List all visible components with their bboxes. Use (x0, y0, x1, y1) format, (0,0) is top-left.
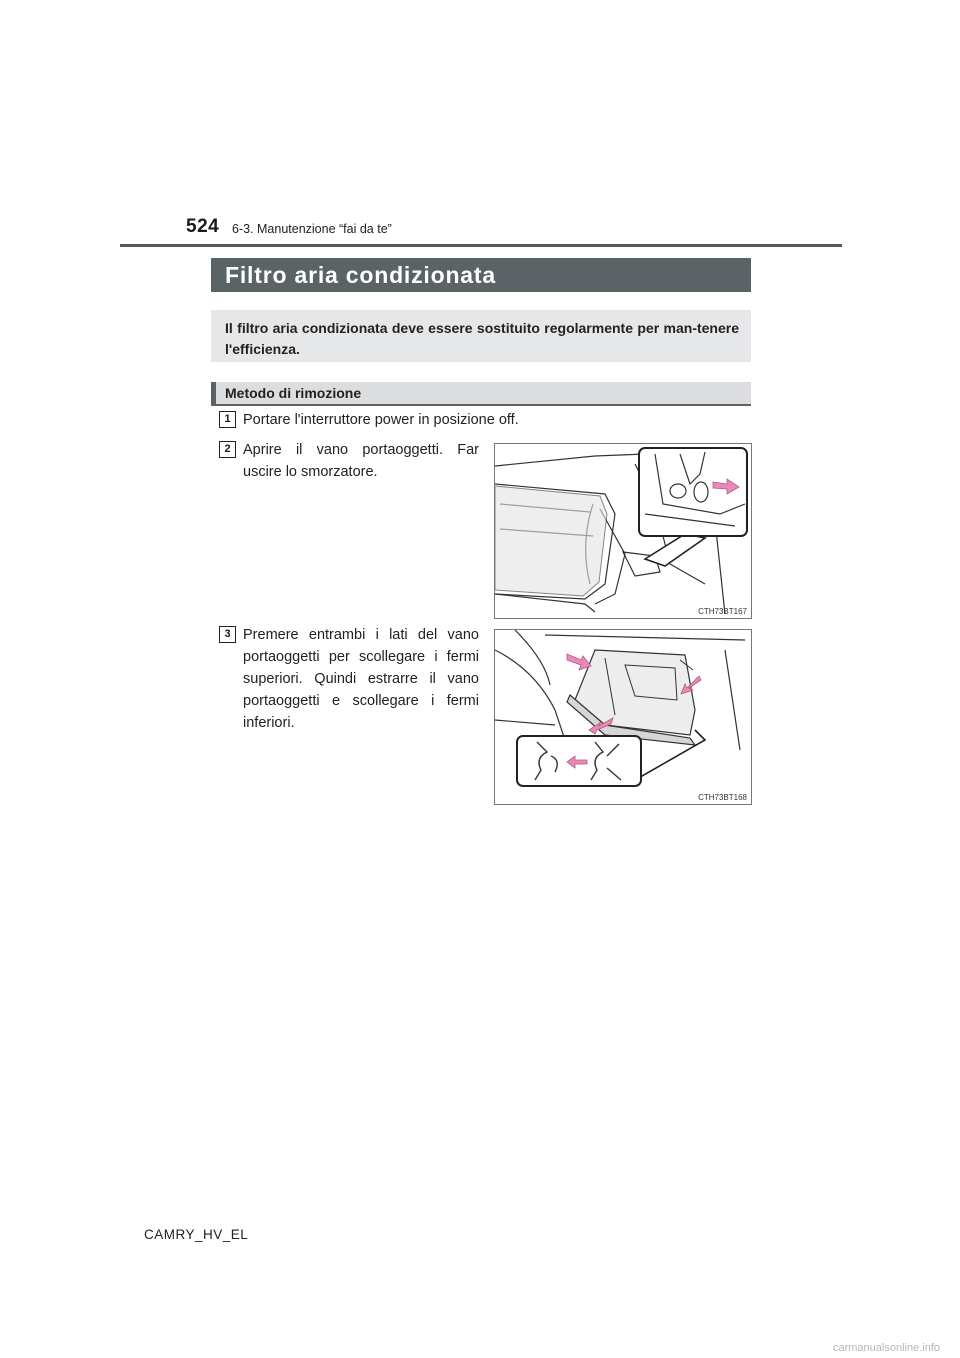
step-number-2: 2 (219, 441, 236, 458)
page-number: 524 (186, 216, 220, 237)
subsection-bar (211, 382, 751, 406)
subsection-title: Metodo di rimozione (225, 385, 362, 401)
figure-code-2: CTH73BT168 (698, 793, 747, 802)
intro-text: Il filtro aria condizionata deve essere sostituito regolarmente per man-tenere l'efficienza. (225, 320, 739, 357)
intro-box (211, 310, 751, 362)
header-rule (120, 244, 842, 247)
section-title: Filtro aria condizionata (225, 262, 496, 288)
section-reference: 6-3. Manutenzione “fai da te” (232, 222, 392, 236)
watermark: carmanualsonline.info (832, 1342, 940, 1354)
step-number-3: 3 (219, 626, 236, 643)
document-footer: CAMRY_HV_EL (144, 1227, 249, 1242)
subsection-accent (211, 382, 216, 406)
figure-code-1: CTH73BT167 (698, 607, 747, 616)
step-text-3: Premere entrambi i lati del vano portaoggetti per scollegare i fermi superiori. Quindi estrarre il vano portaoggetti e scollegare i fermi inferiori. (243, 627, 479, 731)
figure-glove-box-removal (494, 629, 752, 805)
step-text-1: Portare l'interruttore power in posizione off. (243, 412, 519, 428)
glove-box-removal-illustration (495, 630, 751, 804)
figure-glove-box-damper (494, 443, 752, 619)
section-title-bar (211, 258, 751, 292)
step-text-2: Aprire il vano portaoggetti. Far uscire lo smorzatore. (243, 442, 479, 480)
glove-box-damper-illustration (495, 444, 751, 618)
step-number-1: 1 (219, 411, 236, 428)
